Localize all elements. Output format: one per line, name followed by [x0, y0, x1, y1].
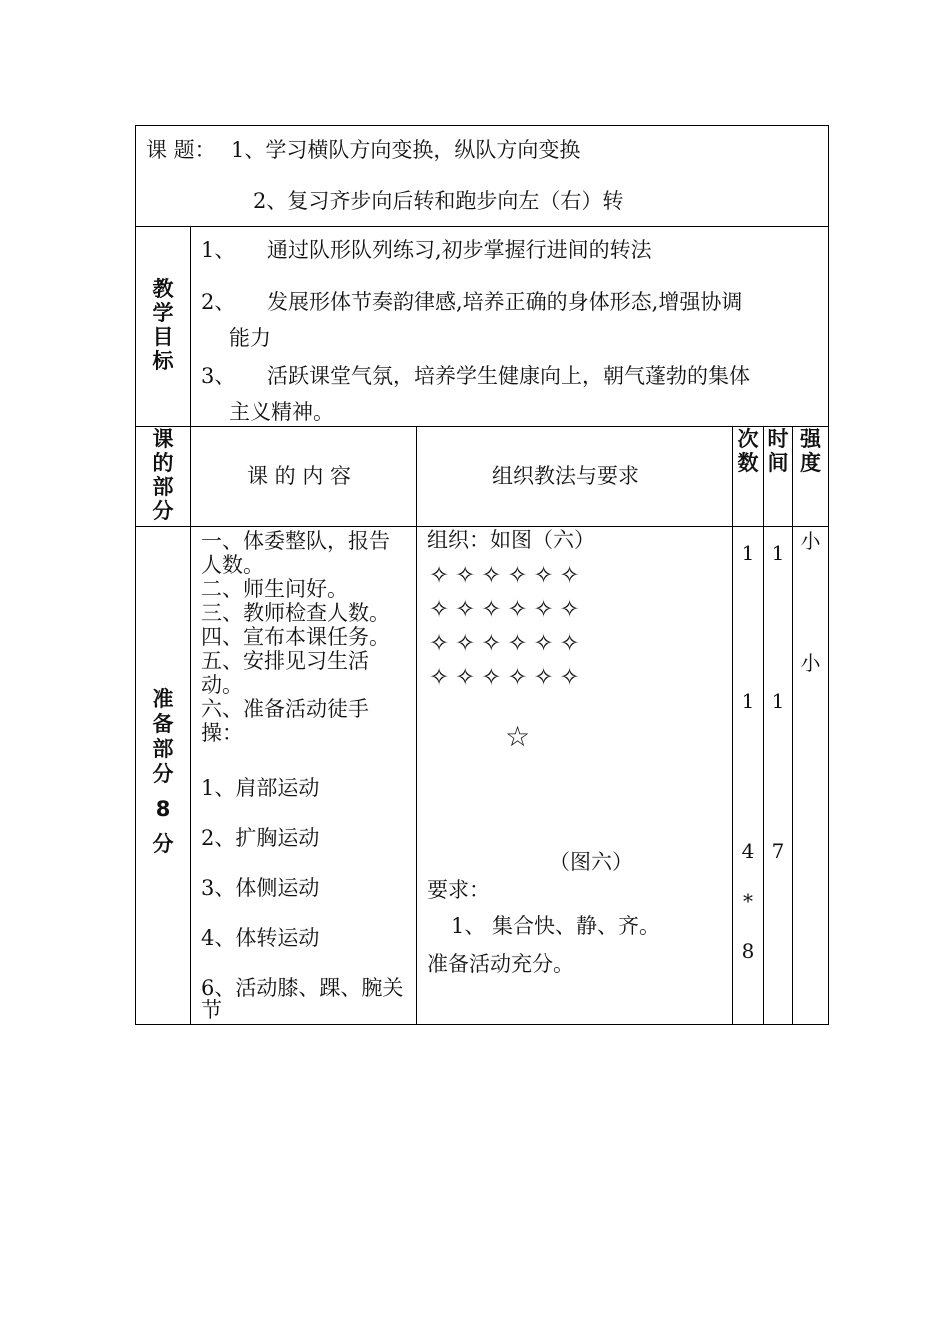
goals-label: [136, 227, 191, 427]
goals-list: [191, 227, 829, 427]
header-count-char: 数: [737, 451, 759, 475]
time-value: 7: [771, 839, 785, 863]
header-part-char: 分: [152, 499, 174, 523]
goals-label-char: 教: [152, 277, 174, 301]
goals-label-char: 学: [152, 301, 174, 325]
exercise-item: 2、扩胸运动: [201, 826, 320, 850]
goals-label-char: 目: [152, 325, 174, 349]
header-part-char: 的: [152, 451, 174, 475]
count-value: 4: [741, 839, 755, 863]
time-value: 1: [771, 689, 785, 713]
column-header-row: [136, 427, 829, 527]
content-line: 六、准备活动徒手: [201, 697, 369, 721]
figure-caption: （图六）: [549, 850, 633, 874]
count-value: 1: [741, 541, 755, 565]
prep-label: [136, 527, 191, 1025]
header-intensity-char: 强: [800, 427, 822, 451]
prep-intensity: [793, 527, 829, 1025]
prep-label-char: 准: [152, 687, 174, 711]
intensity-value: 小: [800, 529, 821, 553]
prep-method: [417, 527, 733, 1025]
header-count-char: 次: [737, 427, 759, 451]
formation-row: ✧✧✧✧✧✧: [429, 561, 586, 589]
goals-label-char: 标: [152, 349, 174, 373]
header-part-char: 部: [152, 475, 174, 499]
goal-3-text-cont: 主义精神。: [229, 400, 334, 424]
exercise-item: 1、肩部运动: [201, 776, 320, 800]
header-time-char: 间: [767, 451, 789, 475]
prep-minutes: 8: [155, 797, 171, 821]
formation-row: ✧✧✧✧✧✧: [429, 629, 586, 657]
content-line: 三、教师检查人数。: [201, 601, 390, 625]
goal-1-text: 通过队形队列练习,初步掌握行进间的转法: [267, 238, 652, 262]
goal-2-text: 发展形体节奏韵律感,培养正确的身体形态,增强协调: [267, 290, 743, 314]
header-method: [417, 427, 733, 527]
prep-label-char: 备: [152, 712, 174, 736]
header-intensity-char: 度: [800, 451, 822, 475]
prep-content: [191, 527, 417, 1025]
content-line: 操：: [201, 721, 243, 745]
time-value: 1: [771, 541, 785, 565]
requirements-label: 要求：: [427, 878, 490, 902]
topic-line-2: 2、复习齐步向后转和跑步向左（右）转: [253, 189, 624, 213]
prep-label-char: 部: [152, 737, 174, 761]
formation-row: ✧✧✧✧✧✧: [429, 663, 586, 691]
prep-label-char: 分: [152, 762, 174, 786]
topic-label: 课 题：: [146, 138, 216, 162]
topic-line-1: 1、学习横队方向变换，纵队方向变换: [231, 138, 581, 162]
goal-2-text-cont: 能力: [229, 326, 271, 350]
lesson-plan-table: [135, 125, 829, 1025]
content-line: 四、宣布本课任务。: [201, 625, 390, 649]
exercise-item-cont: 节: [201, 998, 222, 1022]
content-line: 人数。: [201, 553, 264, 577]
goals-row: [136, 227, 829, 427]
header-intensity: [793, 427, 829, 527]
count-value: 1: [741, 689, 755, 713]
header-time-char: 时: [767, 427, 789, 451]
prep-minutes-unit: 分: [152, 832, 174, 856]
content-line: 动。: [201, 673, 243, 697]
organization-text: 组织：如图（六）: [427, 528, 595, 552]
count-value: *: [743, 889, 753, 913]
count-value: 8: [741, 939, 755, 963]
header-part: [136, 427, 191, 527]
requirement-1: 1、 集合快、静、齐。: [451, 914, 661, 938]
header-method-label: 组织教法与要求: [492, 464, 639, 488]
prep-counts: [733, 527, 764, 1025]
goal-3-text: 活跃课堂气氛，培养学生健康向上，朝气蓬勃的集体: [267, 364, 750, 388]
topic-row: [136, 126, 829, 227]
content-line: 五、安排见习生活: [201, 649, 369, 673]
topic-cell: [136, 126, 829, 227]
content-line: 一、体委整队，报告: [201, 529, 390, 553]
header-part-char: 课: [152, 427, 174, 451]
header-content-label: 课 的 内 容: [247, 464, 352, 488]
goal-2-number: 2、: [201, 290, 236, 314]
exercise-item: 6、活动膝、踝、腕关: [201, 976, 404, 1000]
prep-times: [764, 527, 793, 1025]
formation-diagram: [429, 558, 586, 694]
header-time: [764, 427, 793, 527]
prep-row: [136, 527, 829, 1025]
requirement-2: 准备活动充分。: [427, 952, 574, 976]
goal-3-number: 3、: [201, 364, 236, 388]
header-content: [191, 427, 417, 527]
formation-row: ✧✧✧✧✧✧: [429, 595, 586, 623]
content-line: 二、师生问好。: [201, 577, 348, 601]
exercise-item: 4、体转运动: [201, 926, 320, 950]
exercise-item: 3、体侧运动: [201, 876, 320, 900]
intensity-value: 小: [800, 651, 821, 675]
goal-1-number: 1、: [201, 238, 236, 262]
teacher-star-icon: ☆: [505, 720, 531, 753]
header-count: [733, 427, 764, 527]
